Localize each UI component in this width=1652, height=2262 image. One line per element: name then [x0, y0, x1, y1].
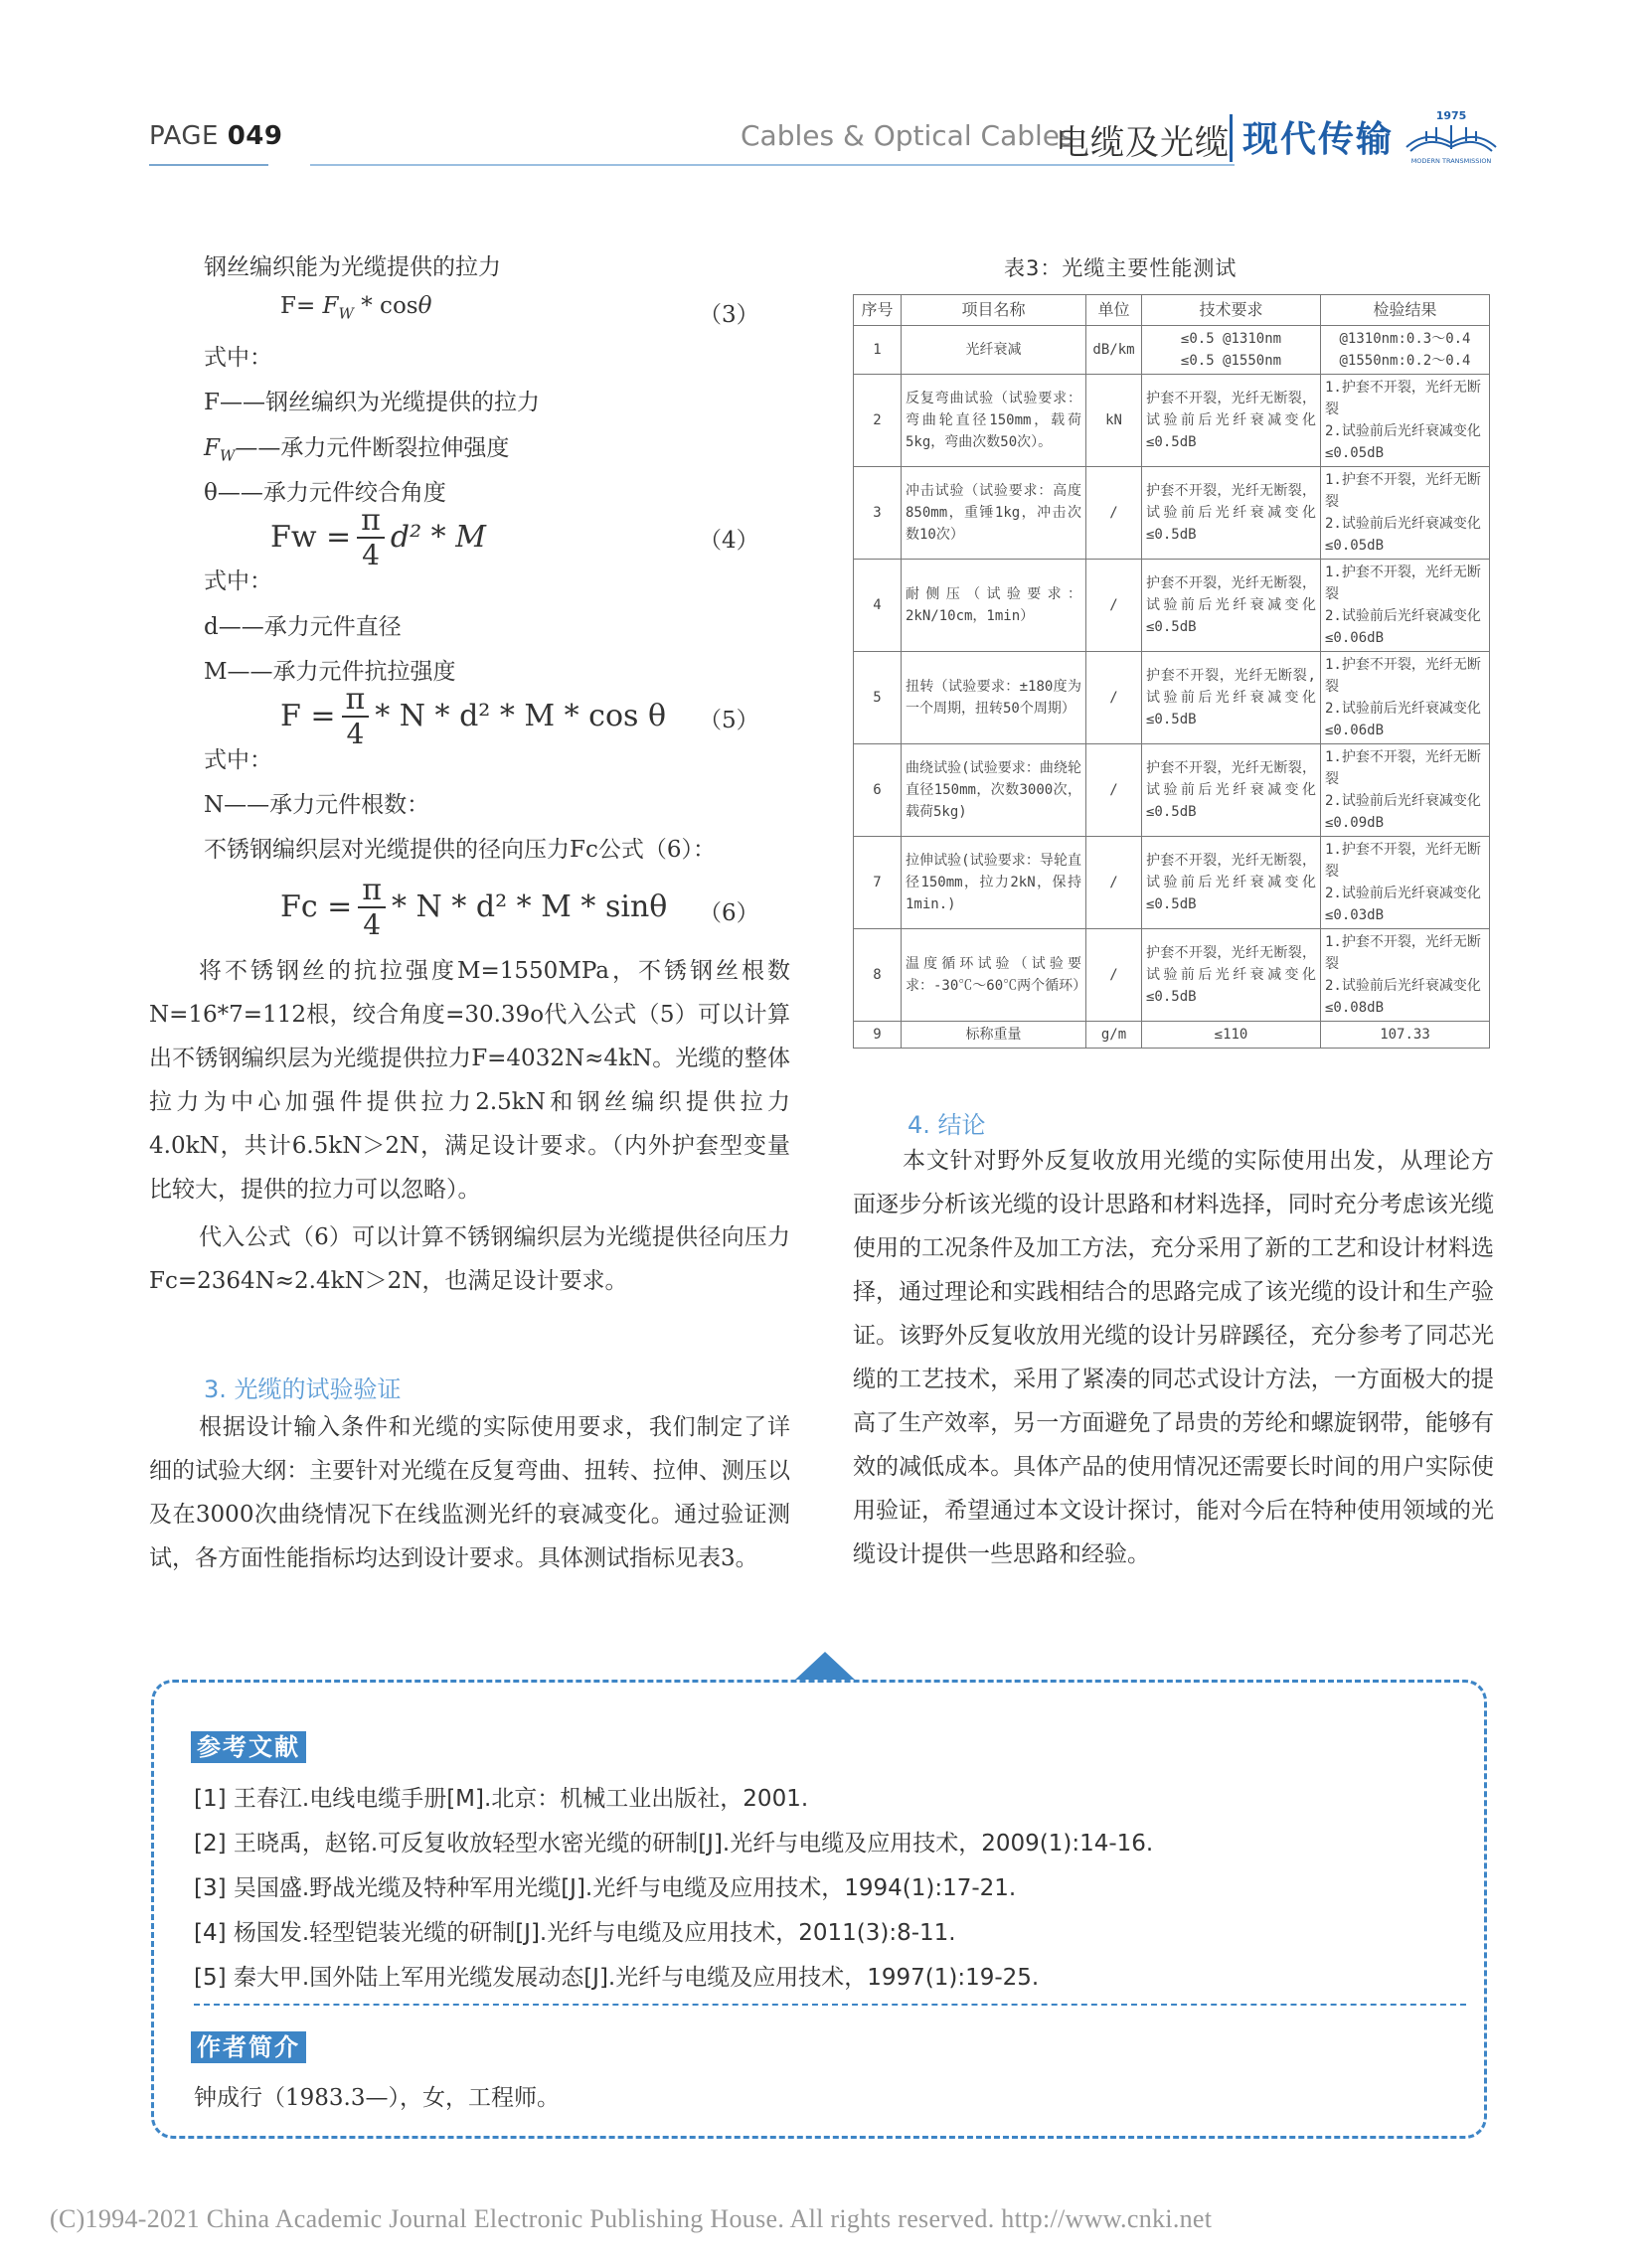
section-title-cn: 电缆及光缆	[1056, 123, 1230, 163]
cell-unit: dB/km	[1086, 326, 1142, 375]
paragraph-calc: 将不锈钢丝的抗拉强度M=1550MPa，不锈钢丝根数N=16*7=112根，绞合角度=30.39o代入公式（5）可以计算出不锈钢编织层为光缆提供拉力F=4032N≈4kN。光缆的整体拉力为中心加强件提供拉力2.5kN和钢丝编织提供拉力4.0kN，共计6.5kN＞2N，满足设计要求。（内外护套型变量比较大，提供的拉力可以忽略）。	[149, 958, 790, 1203]
references-title: 参考文献	[191, 1727, 306, 1762]
cell-result: @1310nm:0.3～0.4 @1550nm:0.2～0.4	[1321, 326, 1490, 375]
shizhong-1: 式中：	[204, 345, 272, 371]
cell-unit: /	[1086, 837, 1142, 929]
cell-unit: /	[1086, 744, 1142, 837]
copyright-footer: (C)1994-2021 China Academic Journal Electronic Publishing House. All rights reserved. http://www.cnki.net	[50, 2204, 1213, 2233]
reference-item: [4] 杨国发.轻型铠装光缆的研制[J].光纤与电缆及应用技术，2011(3):8-11.	[194, 1920, 956, 1946]
paragraph-radial: 代入公式（6）可以计算不锈钢编织层为光缆提供径向压力Fc=2364N≈2.4kN＞2N，也满足设计要求。	[149, 1224, 790, 1294]
header-rule-right	[310, 164, 1235, 166]
paragraph-test: 根据设计输入条件和光缆的实际使用要求，我们制定了详细的试验大纲：主要针对光缆在反复弯曲、扭转、拉伸、测压以及在3000次曲绕情况下在线监测光纤的衰减变化。通过验证测试，各方面性能指标均达到设计要求。具体测试指标见表3。	[149, 1414, 790, 1571]
table-row	[854, 375, 1490, 467]
cell-requirement: ≤110	[1142, 1022, 1321, 1049]
def-fw: $F_W——$承力元件断裂拉伸强度	[204, 435, 510, 465]
table-caption: 表3：光缆主要性能测试	[1004, 256, 1238, 280]
cell-seq: 4	[854, 560, 902, 652]
cell-item: 光纤衰减	[902, 326, 1086, 375]
cell-unit: /	[1086, 929, 1142, 1022]
section-title-en: Cables & Optical Cables	[741, 119, 1074, 152]
author-info: 钟成行（1983.3—），女，工程师。	[194, 2085, 560, 2111]
cell-result: 1.护套不开裂，光纤无断裂 2.试验前后光纤衰减变化≤0.03dB	[1321, 837, 1490, 929]
shizhong-3: 式中：	[204, 747, 272, 773]
performance-table	[853, 294, 1490, 1049]
cell-unit: /	[1086, 560, 1142, 652]
cell-seq: 8	[854, 929, 902, 1022]
cell-item: 标称重量	[902, 1022, 1086, 1049]
formula-3: $F= F_W * \cos\theta$	[280, 293, 432, 323]
table-row	[854, 326, 1490, 375]
intro-line: 钢丝编织能为光缆提供的拉力	[204, 254, 501, 280]
formula-6-intro: 不锈钢编织层对光缆提供的径向压力Fc公式（6）：	[204, 837, 716, 863]
cell-item: 耐侧压（试验要求：2kN/10cm，1min）	[902, 560, 1086, 652]
cell-item: 曲绕试验(试验要求：曲绕轮直径150mm，次数3000次，载荷5kg)	[902, 744, 1086, 837]
reference-item: [3] 吴国盛.野战光缆及特种军用光缆[J].光纤与电缆及应用技术，1994(1):17-21.	[194, 1875, 1017, 1901]
cell-item: 温度循环试验（试验要求：-30℃～60℃两个循环）	[902, 929, 1086, 1022]
header-unit: 单位	[1086, 295, 1142, 326]
references-divider	[194, 2004, 1466, 2006]
table-row	[854, 744, 1490, 837]
cell-requirement: 护套不开裂，光纤无断裂,试验前后光纤衰减变化≤0.5dB	[1142, 652, 1321, 744]
cell-item: 拉伸试验(试验要求：导轮直径150mm，拉力2kN，保持1min.)	[902, 837, 1086, 929]
header-divider	[1230, 114, 1233, 162]
table-row	[854, 837, 1490, 929]
def-f: F——钢丝编织为光缆提供的拉力	[204, 390, 540, 415]
author-title: 作者简介	[191, 2027, 306, 2062]
cell-requirement: 护套不开裂，光纤无断裂，试验前后光纤衰减变化≤0.5dB	[1142, 837, 1321, 929]
cell-seq: 3	[854, 467, 902, 560]
logo-text: MODERN TRANSMISSION	[1410, 157, 1492, 165]
cell-seq: 7	[854, 837, 902, 929]
table-row	[854, 652, 1490, 744]
table-row	[854, 560, 1490, 652]
def-d: d——承力元件直径	[204, 614, 402, 640]
formula-4: Fw = $\frac{\pi}{4}$ d² * M	[270, 503, 486, 571]
cell-unit: /	[1086, 467, 1142, 560]
cell-result: 1.护套不开裂，光纤无断裂 2.试验前后光纤衰减变化≤0.05dB	[1321, 467, 1490, 560]
cell-item: 反复弯曲试验（试验要求：弯曲轮直径150mm，载荷5kg，弯曲次数50次）。	[902, 375, 1086, 467]
cell-requirement: 护套不开裂，光纤无断裂，试验前后光纤衰减变化≤0.5dB	[1142, 467, 1321, 560]
journal-logo-icon	[1397, 107, 1506, 171]
section-marker-triangle-icon	[795, 1652, 855, 1680]
cell-seq: 5	[854, 652, 902, 744]
cell-result: 1.护套不开裂，光纤无断裂 2.试验前后光纤衰减变化≤0.05dB	[1321, 375, 1490, 467]
formula-6: Fc = $\frac{\pi}{4}$ * N * d² * M * sinθ	[280, 873, 668, 941]
shizhong-2: 式中：	[204, 568, 272, 594]
cell-result: 1.护套不开裂，光纤无断裂 2.试验前后光纤衰减变化≤0.08dB	[1321, 929, 1490, 1022]
cell-result: 1.护套不开裂，光纤无断裂 2.试验前后光纤衰减变化≤0.06dB	[1321, 560, 1490, 652]
table-row	[854, 929, 1490, 1022]
cell-requirement: 护套不开裂，光纤无断裂，试验前后光纤衰减变化≤0.5dB	[1142, 929, 1321, 1022]
logo-year: 1975	[1435, 109, 1467, 122]
section-4-title: 4. 结论	[908, 1111, 986, 1139]
formula-5-number: （5）	[699, 708, 759, 733]
cell-requirement: 护套不开裂，光纤无断裂，试验前后光纤衰减变化≤0.5dB	[1142, 560, 1321, 652]
cell-item: 扭转（试验要求：±180度为一个周期，扭转50个周期）	[902, 652, 1086, 744]
cell-seq: 6	[854, 744, 902, 837]
reference-item: [2] 王晓禹，赵铭.可反复收放轻型水密光缆的研制[J].光纤与电缆及应用技术，2009(1):14-16.	[194, 1831, 1154, 1857]
cell-result: 1.护套不开裂，光纤无断裂 2.试验前后光纤衰减变化≤0.09dB	[1321, 744, 1490, 837]
formula-3-number: （3）	[699, 302, 759, 328]
formula-5: F = $\frac{\pi}{4}$ * N * d² * M * cos θ	[280, 682, 667, 750]
cell-seq: 9	[854, 1022, 902, 1049]
cell-unit: g/m	[1086, 1022, 1142, 1049]
page-number: PAGE 049	[149, 121, 283, 151]
journal-brand: 现代传输	[1242, 119, 1395, 160]
paragraph-conclusion: 本文针对野外反复收放用光缆的实际使用出发，从理论方面逐步分析该光缆的设计思路和材料选择，同时充分考虑该光缆使用的工况条件及加工方法，充分采用了新的工艺和设计材料选择，通过理论和实践相结合的思路完成了该光缆的设计和生产验证。该野外反复收放用光缆的设计另辟蹊径，充分参考了同芯光缆的工艺技术，采用了紧凑的同芯式设计方法，一方面极大的提高了生产效率，另一方面避免了昂贵的芳纶和螺旋钢带，能够有效的减低成本。具体产品的使用情况还需要长时间的用户实际使用验证，希望通过本文设计探讨，能对今后在特种使用领域的光缆设计提供一些思路和经验。	[853, 1148, 1494, 1567]
header-rule-left	[149, 164, 268, 166]
formula-4-number: （4）	[699, 528, 759, 554]
cell-result: 107.33	[1321, 1022, 1490, 1049]
def-m: M——承力元件抗拉强度	[204, 659, 456, 685]
section-3-title: 3. 光缆的试验验证	[204, 1375, 402, 1403]
table-row	[854, 467, 1490, 560]
reference-item: [1] 王春江.电线电缆手册[M].北京：机械工业出版社，2001.	[194, 1786, 809, 1812]
header-requirement: 技术要求	[1142, 295, 1321, 326]
cell-seq: 2	[854, 375, 902, 467]
references-box	[151, 1680, 1487, 2139]
header-item: 项目名称	[902, 295, 1086, 326]
cell-unit: /	[1086, 652, 1142, 744]
cell-requirement: 护套不开裂，光纤无断裂，试验前后光纤衰减变化≤0.5dB	[1142, 375, 1321, 467]
def-n: N——承力元件根数：	[204, 792, 430, 818]
cell-unit: kN	[1086, 375, 1142, 467]
header-result: 检验结果	[1321, 295, 1490, 326]
formula-6-number: （6）	[699, 900, 759, 926]
cell-item: 冲击试验（试验要求：高度850mm，重锤1kg，冲击次数10次）	[902, 467, 1086, 560]
header-seq: 序号	[854, 295, 902, 326]
table-row	[854, 1022, 1490, 1049]
cell-result: 1.护套不开裂，光纤无断裂 2.试验前后光纤衰减变化≤0.06dB	[1321, 652, 1490, 744]
cell-seq: 1	[854, 326, 902, 375]
def-theta: θ——承力元件绞合角度	[204, 480, 446, 506]
table-header-row	[854, 295, 1490, 326]
cell-requirement: ≤0.5 @1310nm ≤0.5 @1550nm	[1142, 326, 1321, 375]
reference-item: [5] 秦大甲.国外陆上军用光缆发展动态[J].光纤与电缆及应用技术，1997(1):19-25.	[194, 1965, 1040, 1991]
cell-requirement: 护套不开裂，光纤无断裂，试验前后光纤衰减变化≤0.5dB	[1142, 744, 1321, 837]
